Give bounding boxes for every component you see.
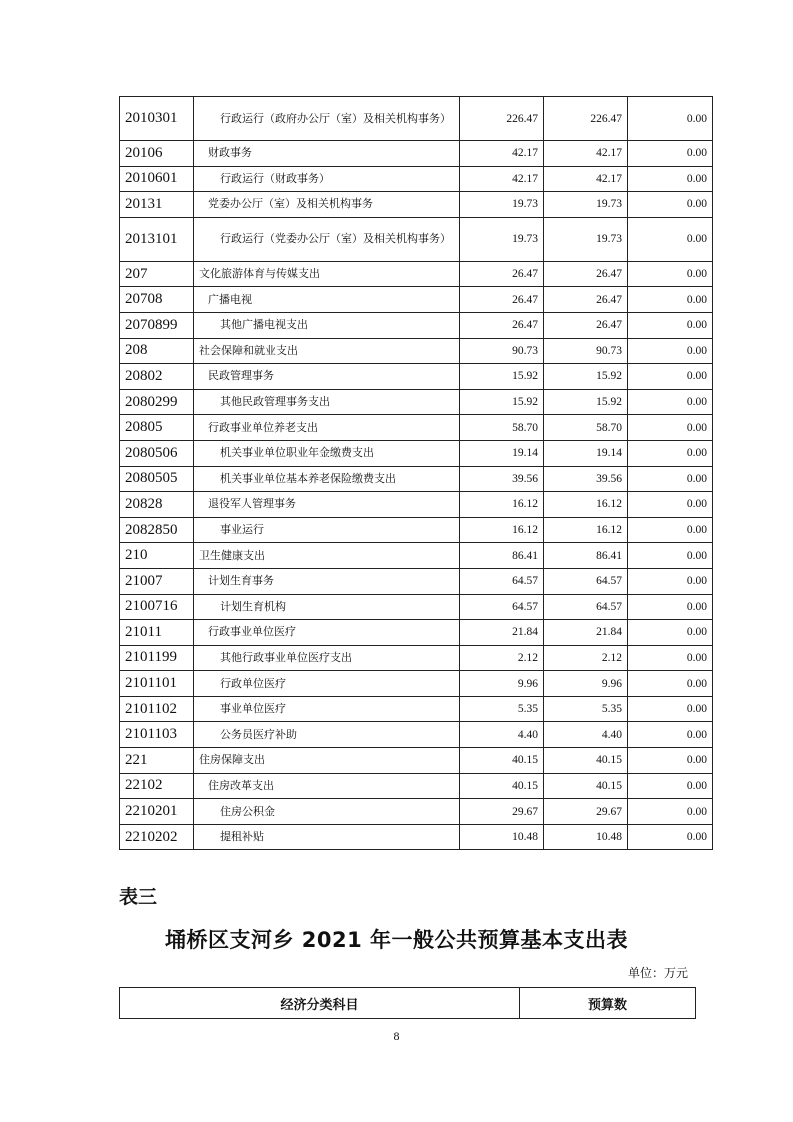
- row-item-name: [194, 517, 460, 543]
- table-row: [120, 166, 713, 192]
- row-item-name-text: 机关事业单位职业年金缴费支出: [220, 446, 374, 460]
- row-basic: 19.73: [544, 217, 628, 261]
- row-project: 0.00: [628, 217, 713, 261]
- table-row: [120, 543, 713, 569]
- row-item-name: [194, 696, 460, 722]
- row-code: 22102: [120, 773, 194, 799]
- page-number: 8: [393, 1029, 400, 1043]
- row-basic: 19.73: [544, 192, 628, 218]
- row-project: 0.00: [628, 287, 713, 313]
- table-row: [120, 773, 713, 799]
- row-item-name-text: 行政单位医疗: [220, 676, 286, 690]
- row-project: 0.00: [628, 440, 713, 466]
- row-total: 4.40: [460, 722, 544, 748]
- table-row: [120, 645, 713, 671]
- row-code: 20708: [120, 287, 194, 313]
- row-item-name-text: 文化旅游体育与传媒支出: [199, 267, 320, 281]
- table-row: [120, 568, 713, 594]
- row-total: 19.73: [460, 217, 544, 261]
- row-item-name: [194, 192, 460, 218]
- row-item-name-text: 住房改革支出: [208, 778, 274, 792]
- row-code: 208: [120, 338, 194, 364]
- row-item-name-text: 提租补贴: [220, 830, 264, 844]
- row-item-name: [194, 671, 460, 697]
- row-basic: 42.17: [544, 166, 628, 192]
- row-item-name-text: 计划生育事务: [208, 574, 274, 588]
- row-total: 226.47: [460, 97, 544, 141]
- row-project: 0.00: [628, 261, 713, 287]
- row-item-name: [194, 97, 460, 141]
- budget-table: [119, 96, 713, 850]
- row-basic: 29.67: [544, 799, 628, 825]
- row-item-name-text: 机关事业单位基本养老保险缴费支出: [220, 471, 396, 485]
- table-row: [120, 722, 713, 748]
- row-total: 21.84: [460, 620, 544, 646]
- table-row: [120, 466, 713, 492]
- row-item-name-text: 住房公积金: [220, 804, 275, 818]
- row-basic: 42.17: [544, 141, 628, 167]
- row-basic: 15.92: [544, 364, 628, 390]
- row-total: 15.92: [460, 389, 544, 415]
- row-item-name: [194, 217, 460, 261]
- row-total: 90.73: [460, 338, 544, 364]
- row-code: 20805: [120, 415, 194, 441]
- row-total: 29.67: [460, 799, 544, 825]
- row-total: 19.14: [460, 440, 544, 466]
- table-row: [120, 620, 713, 646]
- row-item-name: [194, 338, 460, 364]
- row-project: 0.00: [628, 312, 713, 338]
- row-item-name-text: 卫生健康支出: [199, 548, 265, 562]
- row-code: 20106: [120, 141, 194, 167]
- row-code: 207: [120, 261, 194, 287]
- row-item-name: [194, 824, 460, 850]
- table-row: [120, 312, 713, 338]
- row-basic: 40.15: [544, 748, 628, 774]
- row-code: 2210202: [120, 824, 194, 850]
- row-basic: 19.14: [544, 440, 628, 466]
- row-basic: 16.12: [544, 517, 628, 543]
- table-row: [120, 217, 713, 261]
- row-basic: 16.12: [544, 492, 628, 518]
- row-code: 2101102: [120, 696, 194, 722]
- row-project: 0.00: [628, 492, 713, 518]
- row-code: 2080299: [120, 389, 194, 415]
- row-item-name-text: 民政管理事务: [208, 369, 274, 383]
- table-row: [120, 141, 713, 167]
- row-code: 21011: [120, 620, 194, 646]
- row-basic: 2.12: [544, 645, 628, 671]
- row-item-name-text: 事业运行: [220, 523, 264, 537]
- row-project: 0.00: [628, 799, 713, 825]
- row-project: 0.00: [628, 338, 713, 364]
- row-project: 0.00: [628, 517, 713, 543]
- budget-table-body: [120, 97, 713, 850]
- row-total: 5.35: [460, 696, 544, 722]
- table-row: [120, 492, 713, 518]
- row-code: 2013101: [120, 217, 194, 261]
- table-row: [120, 799, 713, 825]
- row-item-name-text: 广播电视: [208, 292, 252, 306]
- row-total: 10.48: [460, 824, 544, 850]
- row-basic: 90.73: [544, 338, 628, 364]
- row-project: 0.00: [628, 166, 713, 192]
- row-basic: 10.48: [544, 824, 628, 850]
- table-row: [120, 415, 713, 441]
- row-item-name: [194, 440, 460, 466]
- row-item-name: [194, 415, 460, 441]
- unit-label: 单位：万元: [627, 966, 688, 980]
- row-project: 0.00: [628, 568, 713, 594]
- row-total: 9.96: [460, 671, 544, 697]
- table-label: 表三: [119, 886, 158, 908]
- row-basic: 26.47: [544, 287, 628, 313]
- row-item-name-text: 公务员医疗补助: [220, 727, 297, 741]
- row-code: 2010601: [120, 166, 194, 192]
- row-item-name-text: 其他行政事业单位医疗支出: [220, 650, 352, 664]
- row-total: 39.56: [460, 466, 544, 492]
- row-total: 16.12: [460, 492, 544, 518]
- row-basic: 86.41: [544, 543, 628, 569]
- row-total: 64.57: [460, 594, 544, 620]
- row-project: 0.00: [628, 722, 713, 748]
- row-project: 0.00: [628, 773, 713, 799]
- row-item-name-text: 行政运行（财政事务）: [220, 171, 330, 185]
- row-basic: 15.92: [544, 389, 628, 415]
- table-row: [120, 671, 713, 697]
- row-item-name: [194, 287, 460, 313]
- row-total: 42.17: [460, 141, 544, 167]
- row-project: 0.00: [628, 364, 713, 390]
- row-item-name-text: 行政事业单位养老支出: [208, 420, 318, 434]
- table-row: [120, 824, 713, 850]
- row-total: 16.12: [460, 517, 544, 543]
- row-project: 0.00: [628, 671, 713, 697]
- row-code: 2080505: [120, 466, 194, 492]
- row-code: 2010301: [120, 97, 194, 141]
- row-project: 0.00: [628, 748, 713, 774]
- header-economic-category: 经济分类科目: [120, 988, 520, 1019]
- row-total: 15.92: [460, 364, 544, 390]
- table-row: [120, 261, 713, 287]
- row-total: 42.17: [460, 166, 544, 192]
- row-item-name-text: 住房保障支出: [199, 753, 265, 767]
- row-basic: 226.47: [544, 97, 628, 141]
- row-project: 0.00: [628, 594, 713, 620]
- row-item-name: [194, 543, 460, 569]
- row-code: 2080506: [120, 440, 194, 466]
- row-project: 0.00: [628, 645, 713, 671]
- row-item-name: [194, 141, 460, 167]
- row-item-name-text: 行政运行（党委办公厅（室）及相关机构事务）: [220, 232, 451, 246]
- row-project: 0.00: [628, 415, 713, 441]
- row-item-name: [194, 594, 460, 620]
- table-row: [120, 192, 713, 218]
- row-item-name: [194, 620, 460, 646]
- row-item-name: [194, 568, 460, 594]
- row-basic: 58.70: [544, 415, 628, 441]
- row-code: 2101199: [120, 645, 194, 671]
- row-code: 20828: [120, 492, 194, 518]
- row-code: 221: [120, 748, 194, 774]
- row-code: 20131: [120, 192, 194, 218]
- row-item-name: [194, 799, 460, 825]
- row-item-name-text: 计划生育机构: [220, 599, 286, 613]
- row-item-name: [194, 466, 460, 492]
- expenditure-table-header: [119, 987, 696, 1019]
- row-total: 2.12: [460, 645, 544, 671]
- row-basic: 5.35: [544, 696, 628, 722]
- row-item-name-text: 其他民政管理事务支出: [220, 395, 330, 409]
- row-total: 26.47: [460, 287, 544, 313]
- row-basic: 64.57: [544, 594, 628, 620]
- header-budget-amount: 预算数: [520, 988, 696, 1019]
- row-total: 19.73: [460, 192, 544, 218]
- table-row: [120, 517, 713, 543]
- row-project: 0.00: [628, 192, 713, 218]
- row-basic: 21.84: [544, 620, 628, 646]
- row-item-name: [194, 492, 460, 518]
- row-code: 2101103: [120, 722, 194, 748]
- table-row: [120, 338, 713, 364]
- row-basic: 39.56: [544, 466, 628, 492]
- row-item-name: [194, 389, 460, 415]
- table-row: [120, 594, 713, 620]
- row-code: 2101101: [120, 671, 194, 697]
- row-project: 0.00: [628, 824, 713, 850]
- row-total: 40.15: [460, 748, 544, 774]
- header-row: [120, 988, 696, 1019]
- table-title: 埇桥区支河乡 2021 年一般公共预算基本支出表: [164, 928, 629, 952]
- row-code: 20802: [120, 364, 194, 390]
- row-item-name: [194, 773, 460, 799]
- row-code: 21007: [120, 568, 194, 594]
- table-row: [120, 440, 713, 466]
- table-row: [120, 287, 713, 313]
- row-item-name: [194, 722, 460, 748]
- row-project: 0.00: [628, 389, 713, 415]
- row-project: 0.00: [628, 620, 713, 646]
- table-row: [120, 696, 713, 722]
- row-item-name-text: 其他广播电视支出: [220, 318, 308, 332]
- table-row: [120, 748, 713, 774]
- row-item-name-text: 退役军人管理事务: [208, 497, 296, 511]
- row-basic: 4.40: [544, 722, 628, 748]
- row-item-name-text: 党委办公厅（室）及相关机构事务: [208, 197, 373, 211]
- row-item-name-text: 事业单位医疗: [220, 702, 286, 716]
- row-basic: 40.15: [544, 773, 628, 799]
- table-row: [120, 364, 713, 390]
- row-project: 0.00: [628, 543, 713, 569]
- row-item-name-text: 行政运行（政府办公厅（室）及相关机构事务）: [220, 111, 451, 125]
- row-project: 0.00: [628, 466, 713, 492]
- row-item-name-text: 行政事业单位医疗: [208, 625, 296, 639]
- row-basic: 26.47: [544, 261, 628, 287]
- row-project: 0.00: [628, 696, 713, 722]
- table-row: [120, 97, 713, 141]
- table-row: [120, 389, 713, 415]
- row-item-name: [194, 748, 460, 774]
- row-code: 2210201: [120, 799, 194, 825]
- row-item-name-text: 财政事务: [208, 146, 252, 160]
- row-item-name: [194, 645, 460, 671]
- row-code: 2070899: [120, 312, 194, 338]
- row-total: 86.41: [460, 543, 544, 569]
- row-project: 0.00: [628, 97, 713, 141]
- row-total: 58.70: [460, 415, 544, 441]
- row-item-name-text: 社会保障和就业支出: [199, 343, 298, 357]
- row-item-name: [194, 312, 460, 338]
- row-code: 210: [120, 543, 194, 569]
- row-basic: 64.57: [544, 568, 628, 594]
- row-total: 40.15: [460, 773, 544, 799]
- row-item-name: [194, 166, 460, 192]
- row-project: 0.00: [628, 141, 713, 167]
- row-item-name: [194, 364, 460, 390]
- row-total: 64.57: [460, 568, 544, 594]
- row-basic: 9.96: [544, 671, 628, 697]
- row-item-name: [194, 261, 460, 287]
- row-total: 26.47: [460, 261, 544, 287]
- row-basic: 26.47: [544, 312, 628, 338]
- row-code: 2082850: [120, 517, 194, 543]
- row-code: 2100716: [120, 594, 194, 620]
- row-total: 26.47: [460, 312, 544, 338]
